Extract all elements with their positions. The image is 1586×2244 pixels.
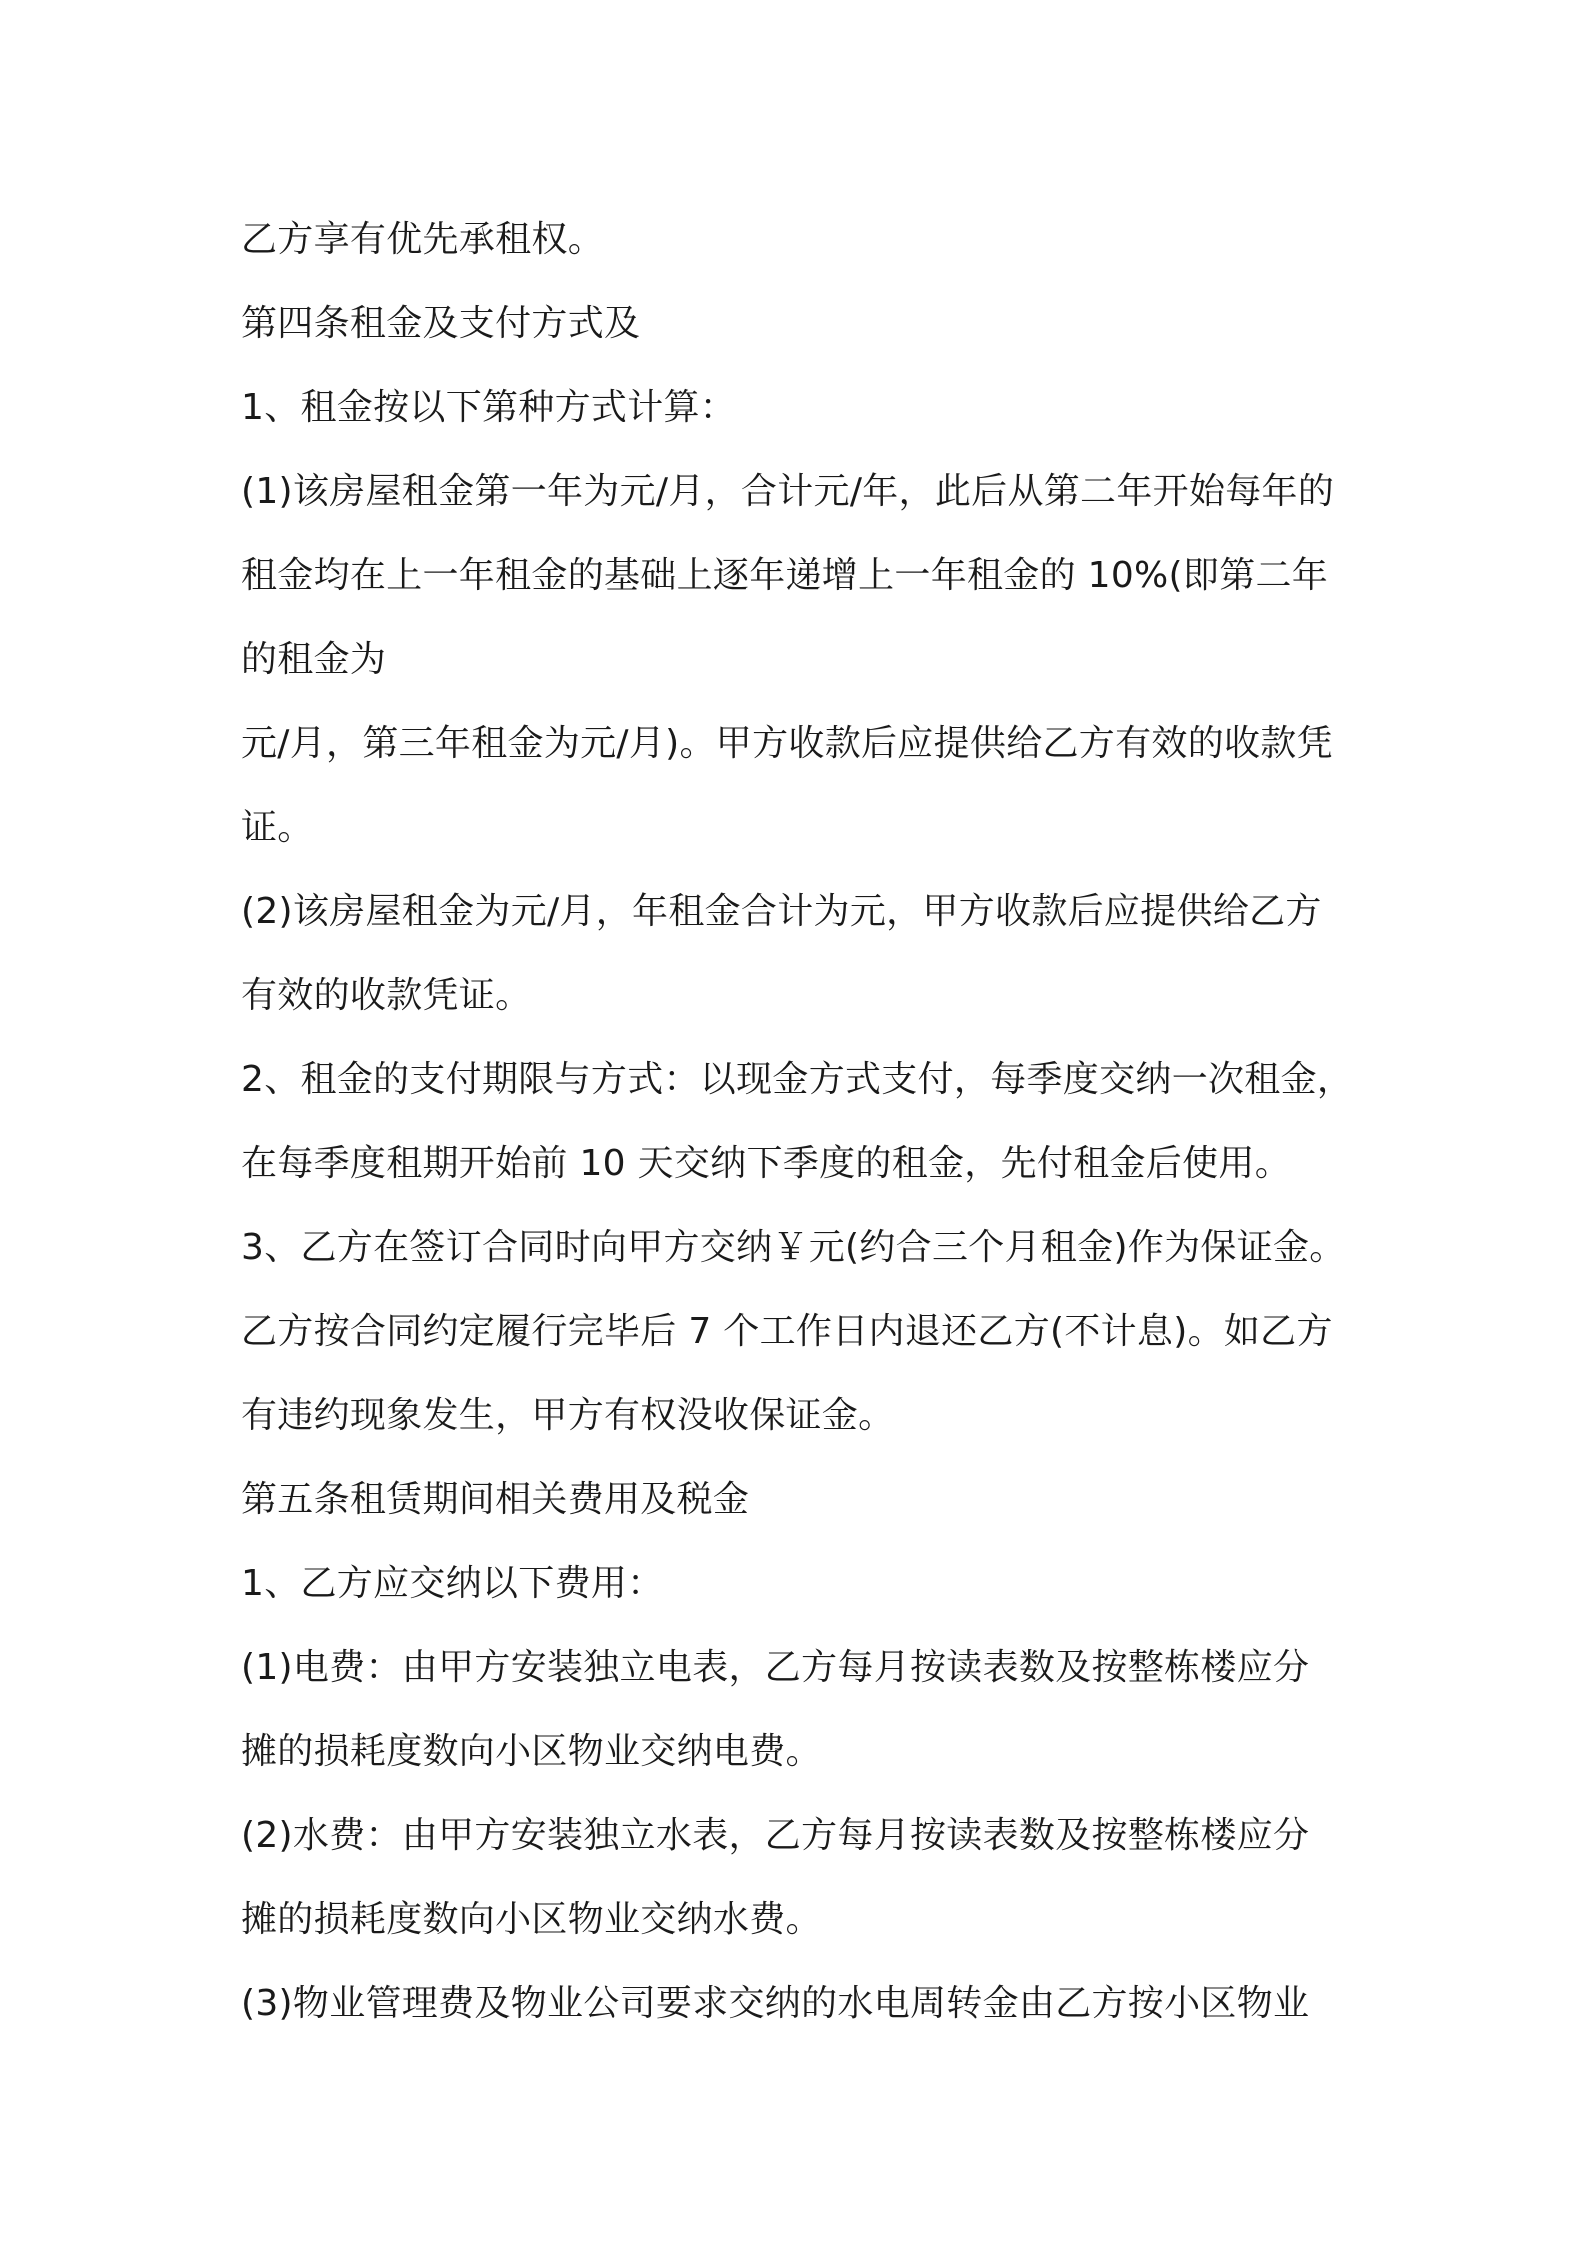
text-line: 证。: [241, 807, 314, 848]
text-line: 租金均在上一年租金的基础上逐年递增上一年租金的 10%(即第二年: [241, 555, 1329, 596]
text-line: 有效的收款凭证。: [241, 975, 532, 1016]
text-line: (2)该房屋租金为元/月，年租金合计为元，甲方收款后应提供给乙方: [241, 891, 1322, 932]
text-line: 1、乙方应交纳以下费用：: [241, 1563, 664, 1604]
text-line: 的租金为: [241, 639, 387, 680]
text-line: 2、租金的支付期限与方式：以现金方式支付，每季度交纳一次租金，: [241, 1059, 1354, 1100]
text-line: (1)该房屋租金第一年为元/月，合计元/年，此后从第二年开始每年的: [241, 471, 1335, 512]
section-heading-article-4: 第四条租金及支付方式及: [241, 303, 641, 344]
text-line: 摊的损耗度数向小区物业交纳电费。: [241, 1731, 822, 1772]
text-line: 1、租金按以下第种方式计算：: [241, 387, 737, 428]
text-line: (3)物业管理费及物业公司要求交纳的水电周转金由乙方按小区物业: [241, 1983, 1310, 2024]
text-line: (2)水费：由甲方安装独立水表，乙方每月按读表数及按整栋楼应分: [241, 1815, 1310, 1856]
text-line: (1)电费：由甲方安装独立电表，乙方每月按读表数及按整栋楼应分: [241, 1647, 1310, 1688]
text-line: 有违约现象发生，甲方有权没收保证金。: [241, 1395, 895, 1436]
section-heading-article-5: 第五条租赁期间相关费用及税金: [241, 1479, 750, 1520]
text-line: 乙方按合同约定履行完毕后 7 个工作日内退还乙方(不计息)。如乙方: [241, 1311, 1333, 1352]
text-line: 3、乙方在签订合同时向甲方交纳￥元(约合三个月租金)作为保证金。: [241, 1227, 1346, 1268]
text-line: 乙方享有优先承租权。: [241, 219, 605, 260]
text-line: 在每季度租期开始前 10 天交纳下季度的租金，先付租金后使用。: [241, 1143, 1291, 1184]
document-body: [241, 198, 1371, 2046]
text-line: 元/月，第三年租金为元/月)。甲方收款后应提供给乙方有效的收款凭: [241, 723, 1333, 764]
text-line: 摊的损耗度数向小区物业交纳水费。: [241, 1899, 822, 1940]
